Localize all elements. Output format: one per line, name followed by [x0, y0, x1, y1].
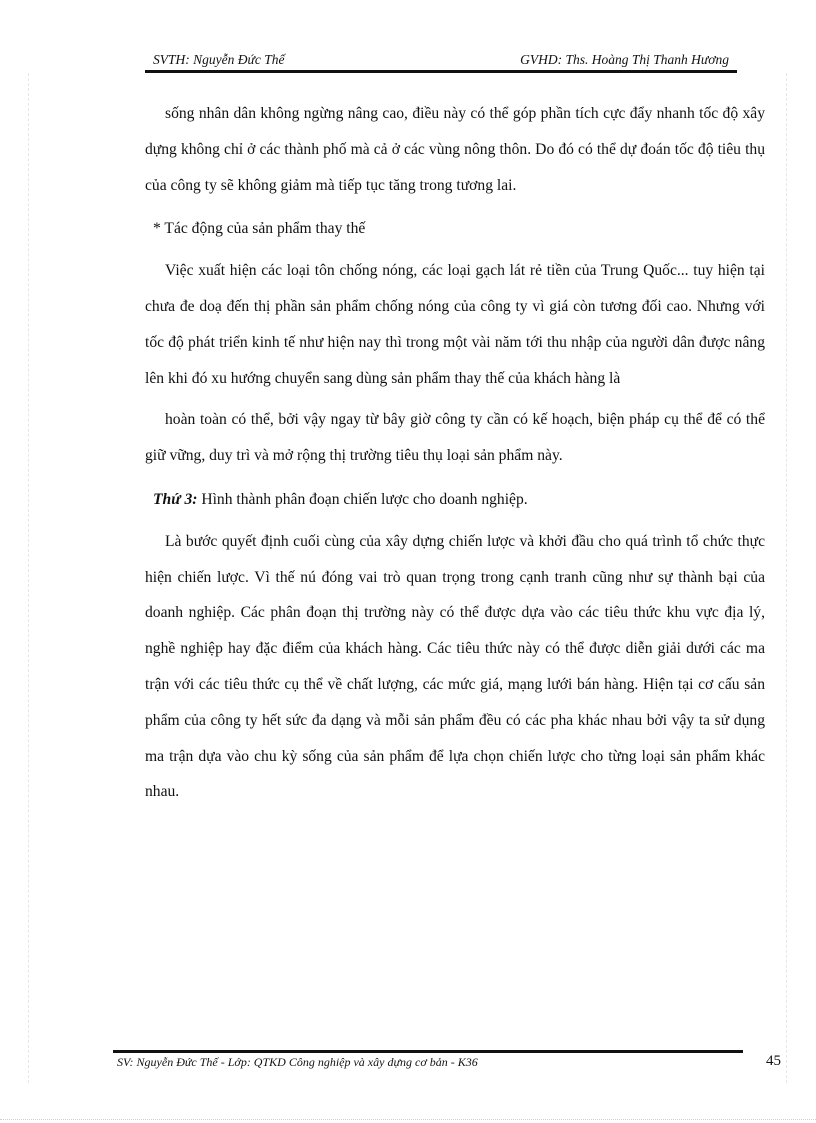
paragraph: Việc xuất hiện các loại tôn chống nóng, các loại gạch lát rẻ tiền của Trung Quốc... tuy hiện tại chưa đe doạ đến thị phần sản phẩm chống nóng của công ty vì giá còn tương đối cao. Nhưng với tốc độ phát triển kinh tế như hiện nay thì trong một vài năm tới thu nhập của người dân được nâng lên khi đó xu hướng chuyển sang dùng sản phẩm thay thế của khách hàng là — [145, 262, 765, 387]
page-number: 45 — [766, 1053, 781, 1069]
footer-rule — [113, 1050, 743, 1053]
page-header — [145, 50, 735, 70]
subheading-substitutes: * Tác động của sản phẩm thay thế — [153, 220, 366, 238]
header-student: SVTH: Nguyễn Đức Thế — [153, 52, 285, 67]
section-label: Thứ 3: — [153, 490, 198, 508]
paragraph: hoàn toàn có thể, bởi vậy ngay từ bây giờ công ty cần có kế hoạch, biện pháp cụ thể để có thể giữ vững, duy trì và mở rộng thị trường tiêu thụ loại sản phẩm này. — [145, 411, 765, 465]
page-guide-line — [28, 73, 29, 1083]
header-advisor: GVHD: Ths. Hoàng Thị Thanh Hương — [520, 52, 729, 67]
page-guide-line — [786, 73, 787, 1083]
body-text — [145, 96, 765, 810]
header-rule — [145, 70, 737, 73]
paragraph: Là bước quyết định cuối cùng của xây dựng chiến lược và khởi đầu cho quá trình tổ chức thực hiện chiến lược. Vì thế nú đóng vai trò quan trọng trong cạnh tranh cũng như sự thành bại của doanh nghiệp. Các phân đoạn thị trường này có thể được dựa vào các tiêu thức khu vực địa lý, nghề nghiệp hay đặc điểm của khách hàng. Các tiêu thức này có thể được diễn giải dưới các ma trận với các tiêu thức cụ thể về chất lượng, các mức giá, mạng lưới bán hàng. Hiện tại cơ cấu sản phẩm của công ty hết sức đa dạng và mỗi sản phẩm đều có các pha khác nhau bởi vậy ta sử dụng ma trận dựa vào chu kỳ sống của sản phẩm để lựa chọn chiến lược cho từng loại sản phẩm khác nhau. — [145, 532, 765, 801]
footer-info: SV: Nguyễn Đức Thế - Lớp: QTKD Công nghiệp và xây dựng cơ bản - K36 — [117, 1055, 478, 1069]
page-footer — [113, 1054, 783, 1074]
section-title: Hình thành phân đoạn chiến lược cho doanh nghiệp. — [197, 490, 528, 508]
paragraph: sống nhân dân không ngừng nâng cao, điều này có thể góp phần tích cực đẩy nhanh tốc độ xây dựng không chỉ ở các thành phố mà cả ở các vùng nông thôn. Do đó có thể dự đoán tốc độ tiêu thụ của công ty sẽ không giảm mà tiếp tục tăng trong tương lai. — [145, 105, 765, 194]
section-heading — [145, 482, 765, 518]
page-edge — [0, 1119, 816, 1120]
